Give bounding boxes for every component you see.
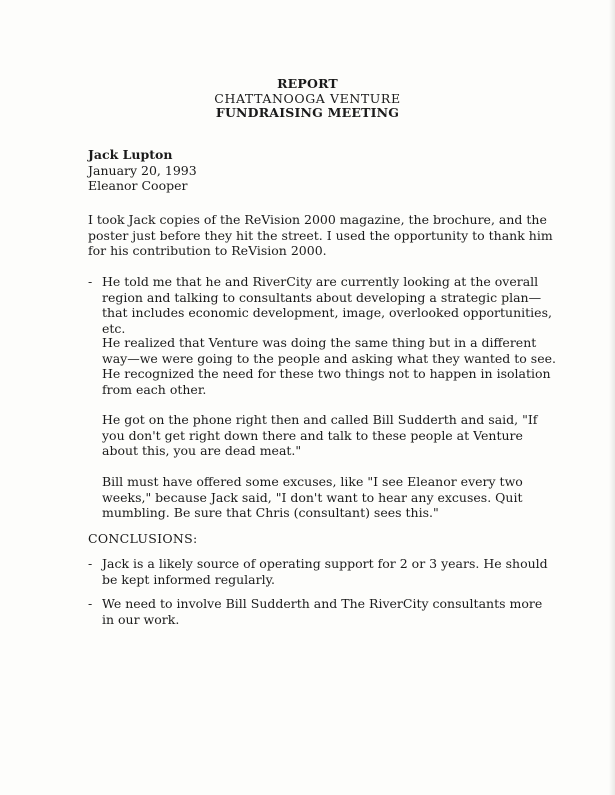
report-author: Eleanor Cooper <box>88 178 188 193</box>
paragraph-venture-approach: He realized that Venture was doing the same thing but in a different way—we were going to the people and asking what they wanted to see. He recognized the need for these two things not to happen in isolation from each other. <box>102 335 556 397</box>
intro-paragraph: I took Jack copies of the ReVision 2000 magazine, the brochure, and the poster just before they hit the street. I used the opportunity to thank him for his contribution to ReVision 2000. <box>88 212 553 258</box>
conclusions-heading: CONCLUSIONS: <box>88 531 198 546</box>
organization-name: CHATTANOOGA VENTURE <box>214 90 401 106</box>
meeting-meta <box>88 147 197 194</box>
bullet-dash: - <box>88 596 93 611</box>
paragraph-excuses: Bill must have offered some excuses, like "I see Eleanor every two weeks," because Jack said, "I don't want to hear any excuses. Quit mumbling. Be sure that Chris (consultant) sees this." <box>102 474 523 520</box>
bullet-dash: - <box>88 556 93 571</box>
contact-name: Jack Lupton <box>88 147 173 162</box>
paragraph-phone-call: He got on the phone right then and called Bill Sudderth and said, "If you don't get right down there and talk to these people at Venture about this, you are dead meat." <box>102 412 538 458</box>
report-header <box>0 77 615 121</box>
bullet-text: Jack is a likely source of operating support for 2 or 3 years. He should be kept informed regularly. <box>102 556 548 587</box>
meeting-date: January 20, 1993 <box>88 162 197 178</box>
bullet-dash: - <box>88 274 93 289</box>
meeting-type: FUNDRAISING MEETING <box>215 105 400 120</box>
report-title: REPORT <box>277 76 338 91</box>
bullet-text: We need to involve Bill Sudderth and The RiverCity consultants more in our work. <box>102 596 543 627</box>
bullet-text: He told me that he and RiverCity are currently looking at the overall region and talking to consultants about developing a strategic plan—that includes economic development, image, overlooked opportunities, etc. <box>102 274 552 336</box>
